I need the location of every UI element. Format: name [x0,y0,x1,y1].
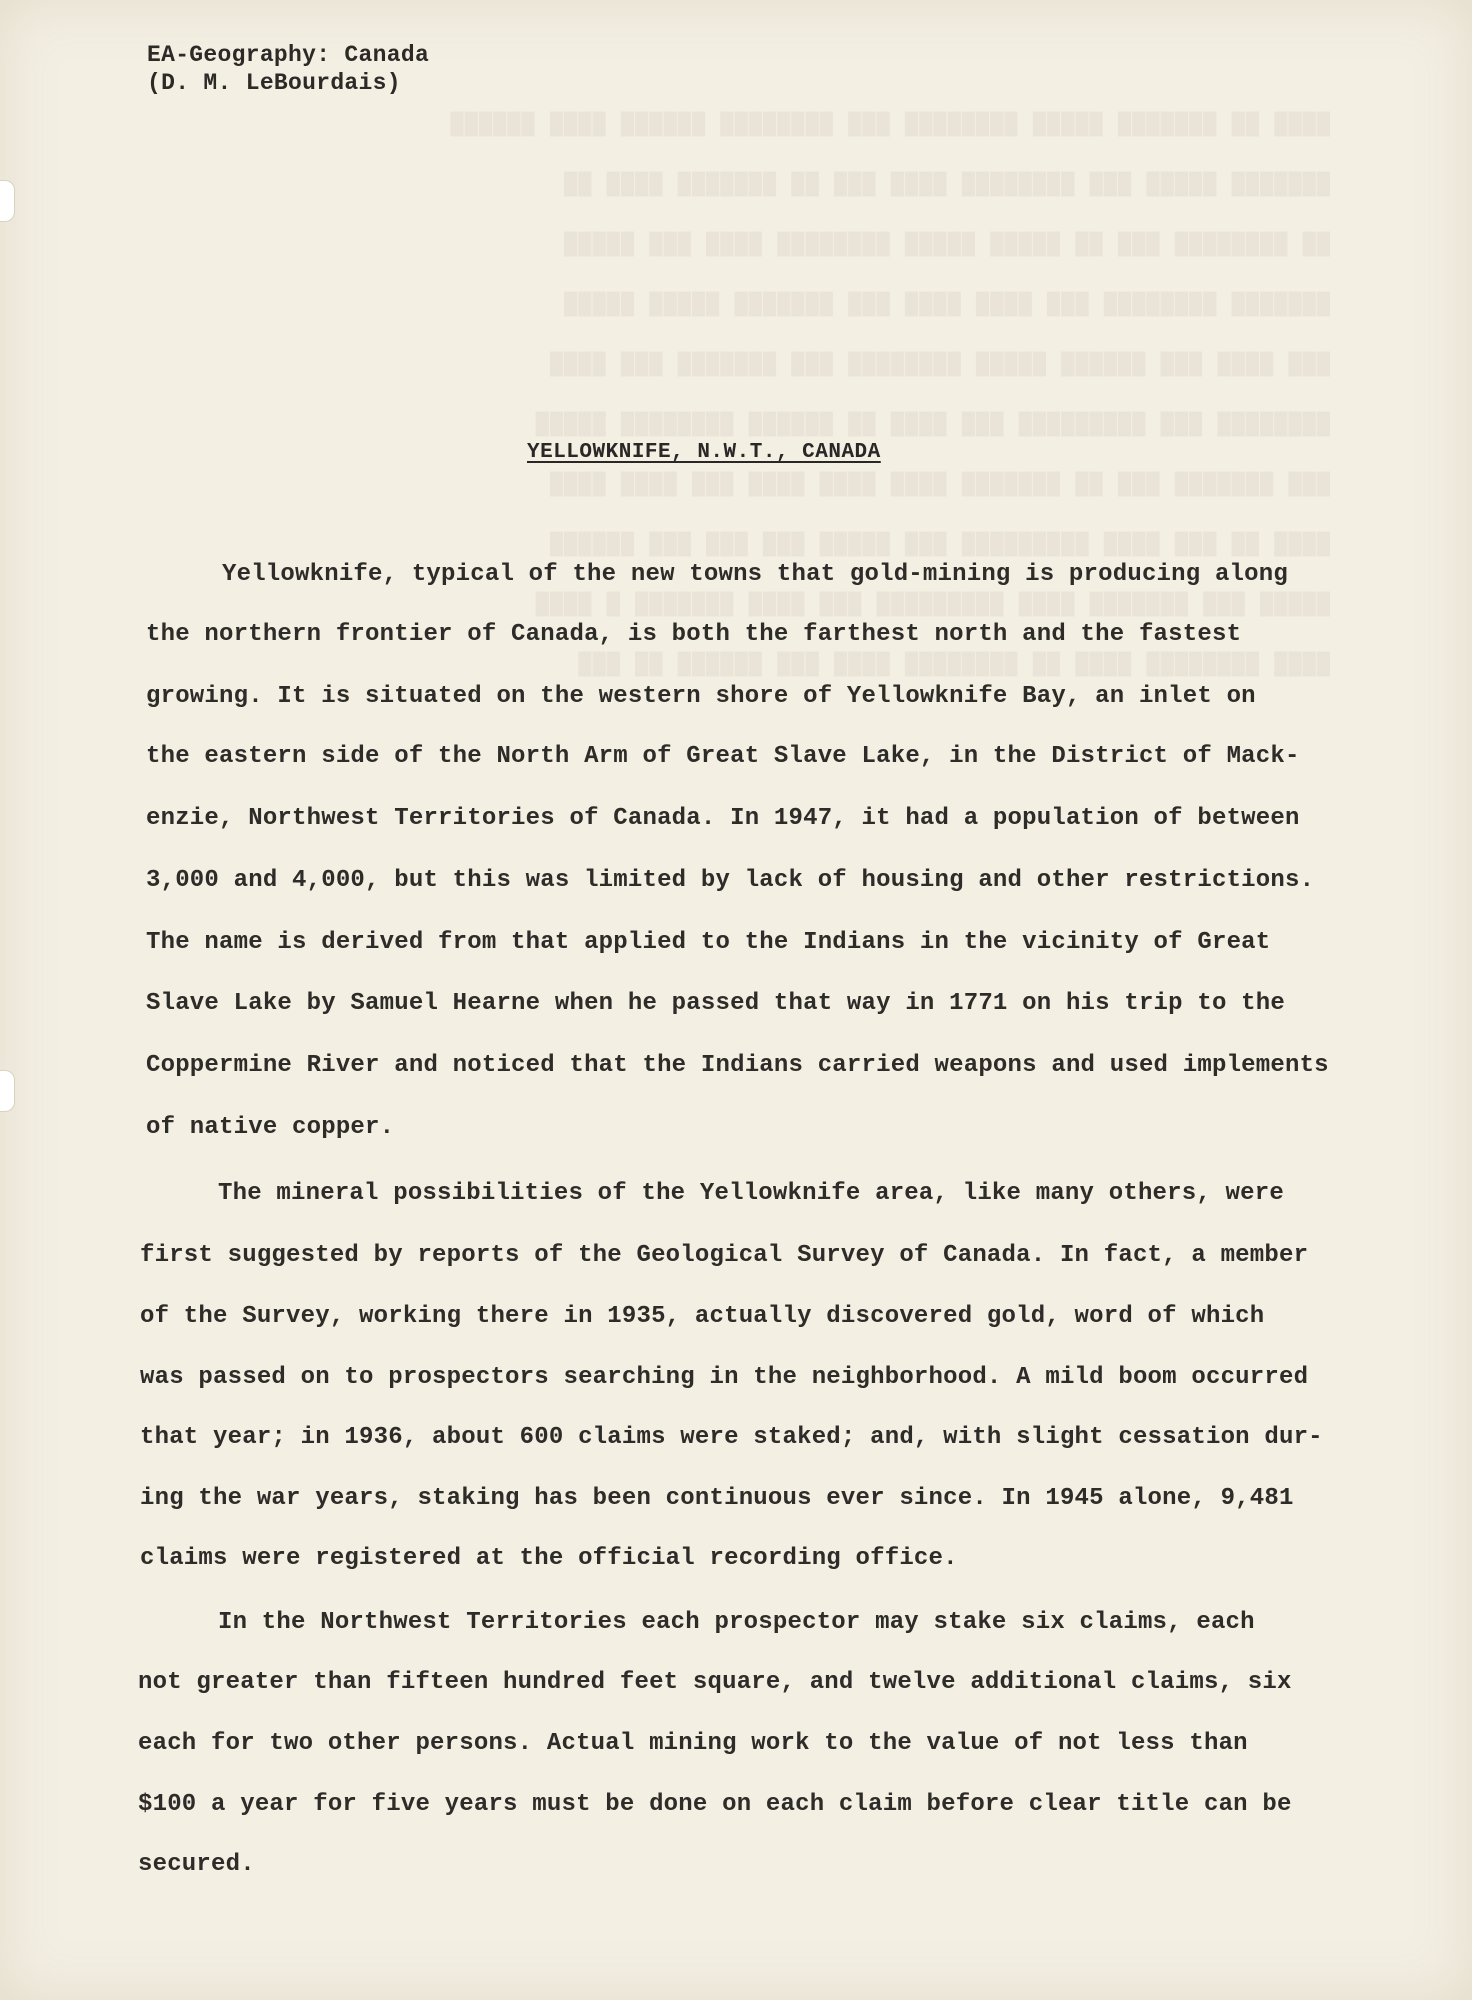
body-line: The name is derived from that applied to the Indians in the vicinity of Great [146,929,1271,956]
body-line: $100 a year for five years must be done on each claim before clear title can be [138,1791,1292,1818]
body-line: Coppermine River and noticed that the Indians carried weapons and used implements [146,1052,1329,1079]
body-line: The mineral possibilities of the Yellowknife area, like many others, were [218,1180,1284,1207]
body-line: enzie, Northwest Territories of Canada. In 1947, it had a population of between [146,805,1300,832]
body-line: ing the war years, staking has been continuous ever since. In 1945 alone, 9,481 [140,1485,1294,1512]
body-line: 3,000 and 4,000, but this was limited by lack of housing and other restrictions. [146,867,1315,894]
document-header-author: (D. M. LeBourdais) [147,70,401,96]
body-line: of native copper. [146,1114,395,1141]
document-header-subject: EA-Geography: Canada [147,42,430,68]
body-line: the eastern side of the North Arm of Great Slave Lake, in the District of Mack- [146,743,1300,770]
show-through-text: ████ ██ ███████ █████ ████████ ███ ████████ ██████ ████ ██████ ███████ █████ ███ ████████ ████ ███ ██ ███████ ████ ██ ██ ████████ ███ ██ █████ █████ ████████ ████ ███ █████ ███████ ████████ ███ ████ ████ ███ ███████ █████ █████ ███ ████ ███ ██████ █████ ████████ ███ ███████ ███ ████ ████████ ███ █████████ ███ ████ ██ ██████ ████████ █████ ███ ███████ ███ ██ ███████ ████ ████ ████ ███ ████ ████ ████ ██ ███ ████ █████████ ███ █████ ███ ███ ███ ██████ █████ ███ ███████ ████ █████████ ███ ████ ███████ █ ████ ████ ████████ ████ ██ ████████ ████ ███ ██████ ██ ███ [449,112,1330,677]
body-line: was passed on to prospectors searching in the neighborhood. A mild boom occurred [140,1364,1309,1391]
body-line: not greater than fifteen hundred feet square, and twelve additional claims, six [138,1669,1292,1696]
body-line: growing. It is situated on the western shore of Yellowknife Bay, an inlet on [146,683,1256,710]
punch-hole [0,1070,15,1112]
document-title: YELLOWKNIFE, N.W.T., CANADA [527,441,881,464]
body-line: Yellowknife, typical of the new towns that gold-mining is producing along [222,561,1288,588]
body-line: In the Northwest Territories each prospector may stake six claims, each [218,1609,1255,1636]
body-line: Slave Lake by Samuel Hearne when he passed that way in 1771 on his trip to the [146,990,1285,1017]
body-line: secured. [138,1851,255,1878]
body-line: the northern frontier of Canada, is both the farthest north and the fastest [146,621,1242,648]
body-line: that year; in 1936, about 600 claims were staked; and, with slight cessation dur- [140,1424,1323,1451]
punch-hole [0,180,15,222]
body-line: of the Survey, working there in 1935, actually discovered gold, word of which [140,1303,1265,1330]
body-line: each for two other persons. Actual mining work to the value of not less than [138,1730,1248,1757]
body-line: claims were registered at the official recording office. [140,1545,958,1572]
body-line: first suggested by reports of the Geological Survey of Canada. In fact, a member [140,1242,1309,1269]
